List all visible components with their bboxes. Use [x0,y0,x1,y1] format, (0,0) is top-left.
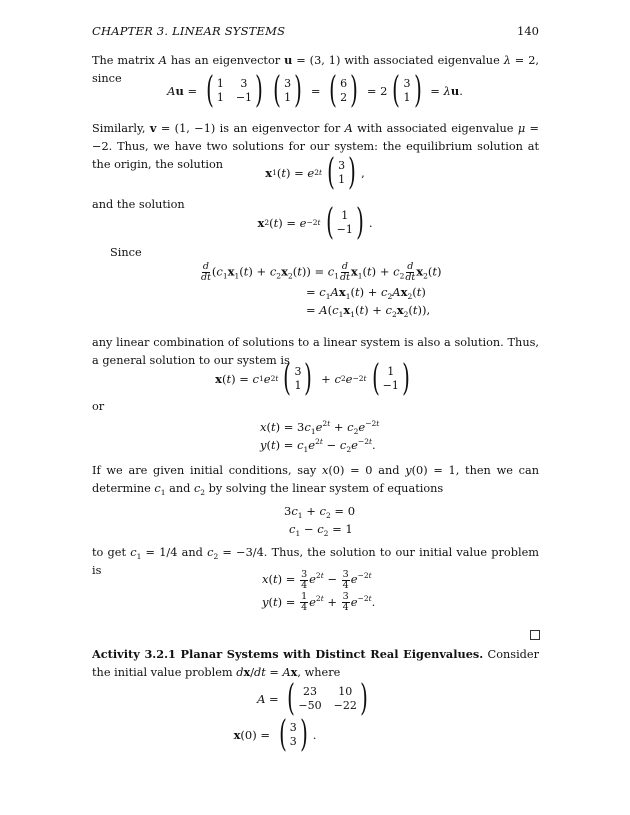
vector-Au: ( 6 2 ) [329,70,359,111]
paragraph-7: If we are given initial conditions, say x(0) = 0 and y(0) = 1, then we can determine $c_1$ and $c_2$ by solving the linear system of equations [92,464,540,497]
equation-x2: x 2 ( t ) = e −2t ( 1 −1 ) . [257,202,373,243]
matrix-A: ( 1 3 1 −1 ) [205,70,263,111]
equation-initial-condition: x (0) = ( 3 3 ) . [233,714,317,755]
equation-linear-system: $3c_1 + c_2 = 0$ $c_1 - c_2 = 1$ [284,504,356,538]
paragraph-4: Since [110,246,142,259]
chapter-title: CHAPTER 3. LINEAR SYSTEMS [92,24,286,38]
paragraph-8: to get $c_1 = 1/4$ and $c_2 = -3/4$. Thus, the solution to our initial value problem is [92,546,539,577]
paragraph-5: any linear combination of solutions to a linear system is also a solution. Thus, a general solution to our system is [92,336,539,367]
equation-Au: A u = ( 1 3 1 −1 ) ( 3 1 ) = ( 6 2 ) = 2 ( 3 1 ) = λ u . [167,70,463,111]
equation-component-form: $x(t) = 3c_1e^{2t} + c_2e^{-2t}$ $y(t) = c_1e^{2t} - c_2e^{-2t}$. [260,419,380,454]
running-header [92,24,539,38]
activity-title: Activity 3.2.1 Planar Systems with Distinct Real Eigenvalues. [92,647,484,661]
paragraph-6: or [92,400,105,413]
equation-x1: x 1 ( t ) = e 2t ( 3 1 ) , [265,152,365,193]
page-number: 140 [517,24,539,38]
vector-u: ( 3 1 ) [273,70,303,111]
equation-derivative: $\frac{d}{dt}$ $(c_1x_1(t) + c_2x_2(t)) = c_1$ $\frac{d}{dt}$ $x_1(t) + c_2$ $\frac{d}{dt}$ $x_2(t)$ = $c_1Ax_1(t) + c_2Ax_2(t)$ = $A(c_1x_1(t) + c_2x_2(t))$, [201,261,442,319]
paragraph-2: Similarly, v = (1, −1) is an eigenvector for A with associated eigenvalue μ = −2. Thus, we have two solutions for our system: the equilibrium solution at the origin, the solution [92,121,539,171]
equation-matrix-A2: A = ( 23 10 −50 −22 ) [257,678,368,719]
paragraph-1: The matrix A has an eigenvector u = (3, 1) with associated eigenvalue λ = 2, since [92,53,539,85]
equation-ivp-solution: x(t) = $\frac{3}{4}$ $e^{2t}$ − $\frac{3}{4}$ $e^{-2t}$ y(t) = $\frac{1}{4}$ $e^{2t}$ + $\frac{3}{4}$ $e^{-2t}$. [262,568,376,613]
equation-general-solution: x ( t ) = c 1 e 2t ( 3 1 ) + c 2 e −2t ( 1 −1 ) [215,358,410,399]
vector-u-2: ( 3 1 ) [392,70,422,111]
qed-box [530,630,540,640]
activity-paragraph: Activity 3.2.1 Planar Systems with Distinct Real Eigenvalues. Consider the initial value problem dx/dt = Ax, where [92,647,540,679]
paragraph-3: and the solution [92,198,185,211]
